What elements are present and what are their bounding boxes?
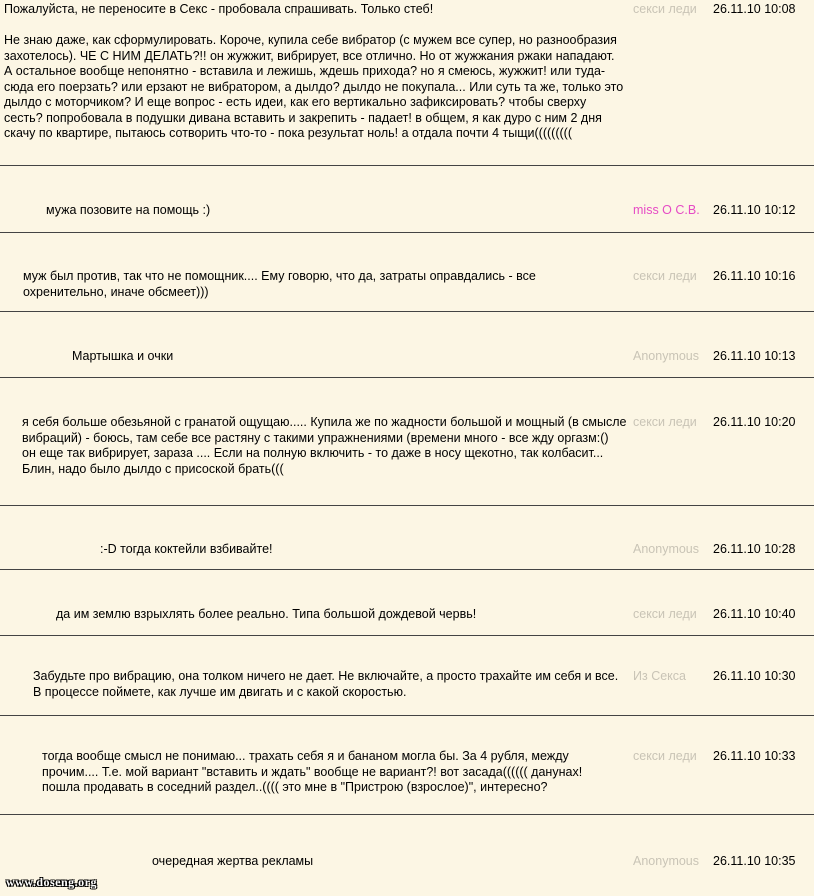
comment-text: Забудьте про вибрацию, она толком ничего не дает. Не включайте, а просто трахайте им себя и все. В процессе поймете, как лучше им двигать и с какой скоростью.	[33, 669, 619, 699]
comment-author[interactable]: Anonymous	[633, 854, 700, 868]
comment-date: 26.11.10 10:30	[713, 669, 796, 683]
comment-author[interactable]: Anonymous	[633, 349, 700, 363]
site-watermark: www.doseng.org	[6, 875, 98, 889]
comment-text: мужа позовите на помощь :)	[46, 203, 211, 217]
comment-author[interactable]: miss O C.B.	[633, 203, 700, 217]
comment-text: муж был против, так что не помощник.... Ему говорю, что да, затраты оправдались - все охренительно, иначе обсмеет)))	[23, 269, 536, 299]
comment-post	[0, 0, 814, 166]
comment-post	[0, 166, 814, 233]
comment-date: 26.11.10 10:08	[713, 2, 796, 16]
comment-text: да им землю взрыхлять более реально. Типа большой дождевой червь!	[56, 607, 477, 621]
comment-text: тогда вообще смысл не понимаю... трахать себя я и бананом могла бы. За 4 рубля, между прочим.... Т.е. мой вариант "вставить и ждать" вообще не вариант?! вот засада(((((( данунах! пошла продавать в соседний раздел..(((( это мне в "Пристрою (взрослое)", интересно?	[42, 749, 583, 794]
comment-date: 26.11.10 10:28	[713, 542, 796, 556]
comment-post	[0, 716, 814, 815]
comment-post	[0, 815, 814, 896]
comment-date: 26.11.10 10:12	[713, 203, 796, 217]
comment-text: я себя больше обезьяной с гранатой ощущаю..... Купила же по жадности большой и мощный (в смысле вибраций) - боюсь, там себе все растяну с такими упражнениями (времени много - все жду оргазм:() он еще так вибрирует, зараза .... Если на полную включить - то даже в носу щекотно, так колбасит... Блин, надо было дылдо с присоской брать(((	[22, 415, 627, 476]
comment-date: 26.11.10 10:16	[713, 269, 796, 283]
comment-text: очередная жертва рекламы	[152, 854, 314, 868]
comment-author[interactable]: секси леди	[633, 749, 697, 763]
comment-date: 26.11.10 10:33	[713, 749, 796, 763]
comment-author[interactable]: секси леди	[633, 415, 697, 429]
comment-post	[0, 636, 814, 716]
comment-post	[0, 570, 814, 636]
comment-author[interactable]: Anonymous	[633, 542, 700, 556]
comment-date: 26.11.10 10:13	[713, 349, 796, 363]
comment-post	[0, 233, 814, 312]
comment-text: Пожалуйста, не переносите в Секс - пробовала спрашивать. Только стеб! Не знаю даже, как сформулировать. Короче, купила себе вибратор (с мужем все супер, но разнообразия захотелось). ЧЕ С НИМ ДЕЛАТЬ?!! он жужжит, вибрирует, все отлично. Но от жужжания ржаки нападают. А остальное вообще непонятно - вставила и лежишь, ждешь прихода? но я смеюсь, жужжит! или туда-сюда его поерзать? или ерзают не вибратором, а дылдо? дылдо не покупала... Или суть та же, только это дылдо с моторчиком? И еще вопрос - есть идеи, как его вертикально зафиксировать? чтобы сверху сесть? попробовала в подушки дивана вставить и закрепить - падает! в общем, я как дуро с ним 2 дня скачу по квартире, пытаюсь сотворить что-то - пока результат ноль! а отдала почти 4 тыщи(((((((((	[4, 2, 624, 140]
comment-text: :-D тогда коктейли взбивайте!	[100, 542, 273, 556]
comment-text: Мартышка и очки	[72, 349, 174, 363]
comment-author[interactable]: секси леди	[633, 269, 697, 283]
comment-post	[0, 378, 814, 506]
comment-date: 26.11.10 10:20	[713, 415, 796, 429]
comment-date: 26.11.10 10:35	[713, 854, 796, 868]
comment-post	[0, 312, 814, 378]
comment-date: 26.11.10 10:40	[713, 607, 796, 621]
comment-author[interactable]: Из Секса	[633, 669, 686, 683]
comment-post	[0, 506, 814, 570]
comment-author[interactable]: секси леди	[633, 607, 697, 621]
comment-author[interactable]: секси леди	[633, 2, 697, 16]
